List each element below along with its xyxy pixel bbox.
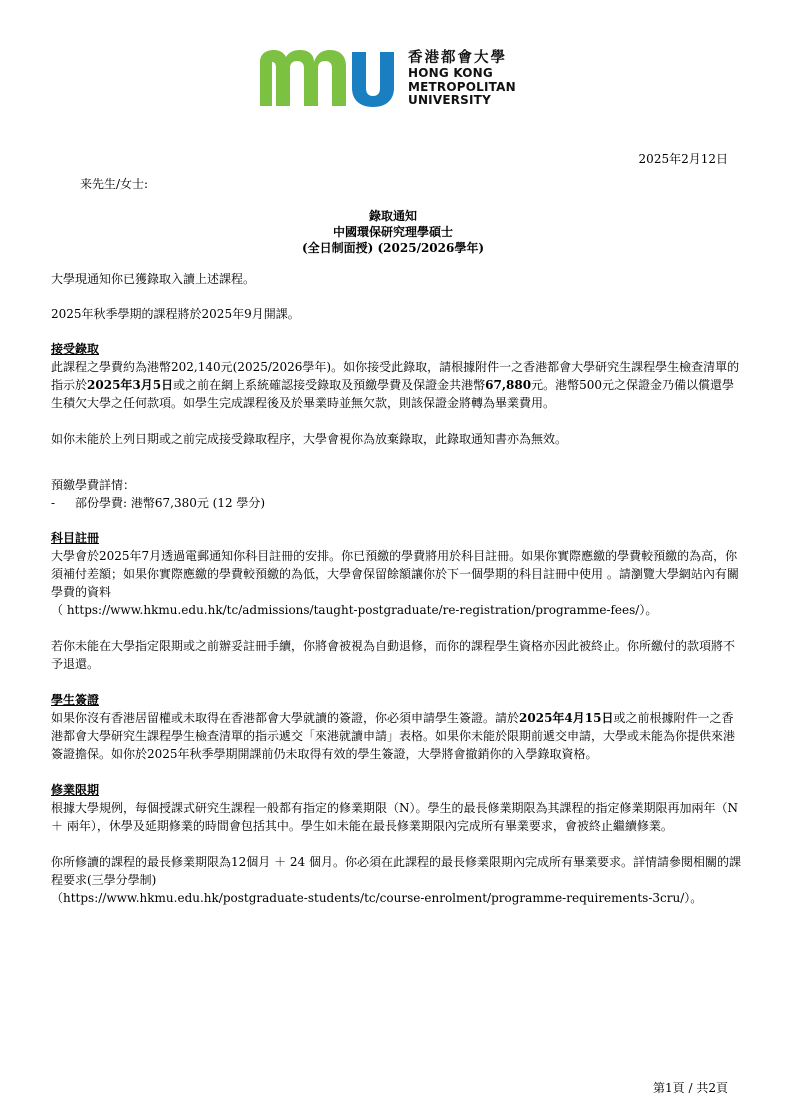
study-period-paragraph-1: 根據大學規例，每個授課式研究生課程一般都有指定的修業期限（N）。學生的最長修業期限為其課程的指定修業期限再加兩年（N ＋ 兩年），休學及延期修業的時間會包括其中。學生如未能在最長修業期限內完成所有畢業要求，會被終止繼續修業。 — [51, 801, 739, 833]
salutation: 来先生/女士: — [80, 177, 149, 191]
letter-title — [0, 208, 786, 256]
visa-deadline: 2025年4月15日 — [519, 711, 614, 725]
mu-logo-mark-icon — [258, 48, 398, 108]
logo-english-line-2: METROPOLITAN — [408, 79, 516, 94]
acceptance-paragraph-2: 如你未能於上列日期或之前完成接受錄取程序，大學會視你為放棄錄取，此錄取通知書亦為無效。 — [51, 432, 568, 446]
prepaid-item-text: 部份學費: 港幣67,380元 (12 學分) — [75, 496, 266, 510]
registration-fee-link: （ https://www.hkmu.edu.hk/tc/admissions/taught-postgraduate/re-registration/programme-fees/）。 — [51, 603, 658, 617]
acceptance-text-c: 元。港幣500元之保證金乃備以償還學生積欠大學之任何款項。如學生完成課程後及於畢業時並無欠款，則該保證金將轉為畢業費用。 — [51, 378, 734, 410]
title-line-2: 中國環保研究理學碩士 — [332, 225, 453, 239]
logo-chinese-name: 香港都會大學 — [408, 50, 507, 66]
visa-text-a: 如果你沒有香港居留權或未取得在香港都會大學就讀的簽證，你必須申請學生簽證。請於 — [51, 711, 520, 725]
logo-wordmark — [408, 50, 516, 108]
acceptance-text-b: 或之前在網上系統確認接受錄取及預繳學費及保證金共港幣 — [173, 378, 486, 392]
prepaid-item — [51, 494, 741, 512]
visa-paragraph-1 — [51, 709, 741, 763]
acceptance-heading: 接受錄取 — [51, 342, 100, 356]
registration-paragraph-2: 若你未能在大學指定限期或之前辦妥註冊手續，你將會被視為自動退修，而你的課程學生資格亦因此被終止。你所繳付的款項將不予退還。 — [51, 639, 736, 671]
visa-text-b: 或之前根據附件一之香港都會大學研究生課程學生檢查清單的指示遞交「來港就讀申請」表格。如果你未能於限期前遞交申請，大學或未能為你提供來港簽證擔保。如你於2025年秋季學期開課前仍未取得有效的學生簽證，大學將會撤銷你的入學錄取資格。 — [51, 711, 736, 761]
title-line-3: (全日制面授) (2025/2026學年) — [301, 241, 485, 255]
acceptance-amount: 67,880 — [485, 378, 532, 392]
prepaid-dash: - — [51, 496, 56, 510]
letter-date: 2025年2月12日 — [638, 152, 728, 166]
intro-paragraph-2: 2025年秋季學期的課程將於2025年9月開課。 — [51, 307, 300, 321]
page-number: 第1頁 / 共2頁 — [653, 1081, 728, 1095]
registration-heading: 科目註冊 — [51, 531, 100, 545]
university-logo — [258, 44, 528, 110]
intro-paragraph-1: 大學現通知你已獲錄取入讀上述課程。 — [51, 272, 256, 286]
visa-heading: 學生簽證 — [51, 693, 100, 707]
study-period-heading: 修業限期 — [51, 783, 100, 797]
logo-english-line-3: UNIVERSITY — [408, 93, 491, 107]
letter-body — [51, 270, 741, 907]
registration-paragraph-1: 大學會於2025年7月透過電郵通知你科目註冊的安排。你已預繳的學費將用於科目註冊。如果你實際應繳的學費較預繳的為高，你須補付差額；如果你實際應繳的學費較預繳的為低，大學會保留餘額讓你於下一個學期的科目註冊中使用 。請瀏覽大學網站內有關學費的資料 — [51, 549, 739, 599]
title-line-1: 錄取通知 — [368, 209, 417, 223]
programme-requirements-link: （https://www.hkmu.edu.hk/postgraduate-students/tc/course-enrolment/programme-requirements-3cru/）。 — [51, 891, 703, 905]
prepaid-label: 預繳學費詳情： — [51, 478, 136, 492]
acceptance-paragraph-1 — [51, 358, 741, 412]
study-period-paragraph-2: 你所修讀的課程的最長修業期限為12個月 ＋ 24 個月。你必須在此課程的最長修業限期內完成所有畢業要求。詳情請參閱相關的課程要求(三學分學制) — [51, 855, 741, 887]
acceptance-deadline: 2025年3月5日 — [87, 378, 174, 392]
acceptance-text-a: 此課程之學費約為港幣202,140元(2025/2026學年)。如你接受此錄取，請根據附件一之香港都會大學研究生課程學生檢查清單的指示於 — [51, 360, 740, 392]
logo-english-line-1: HONG KONG — [408, 66, 493, 80]
